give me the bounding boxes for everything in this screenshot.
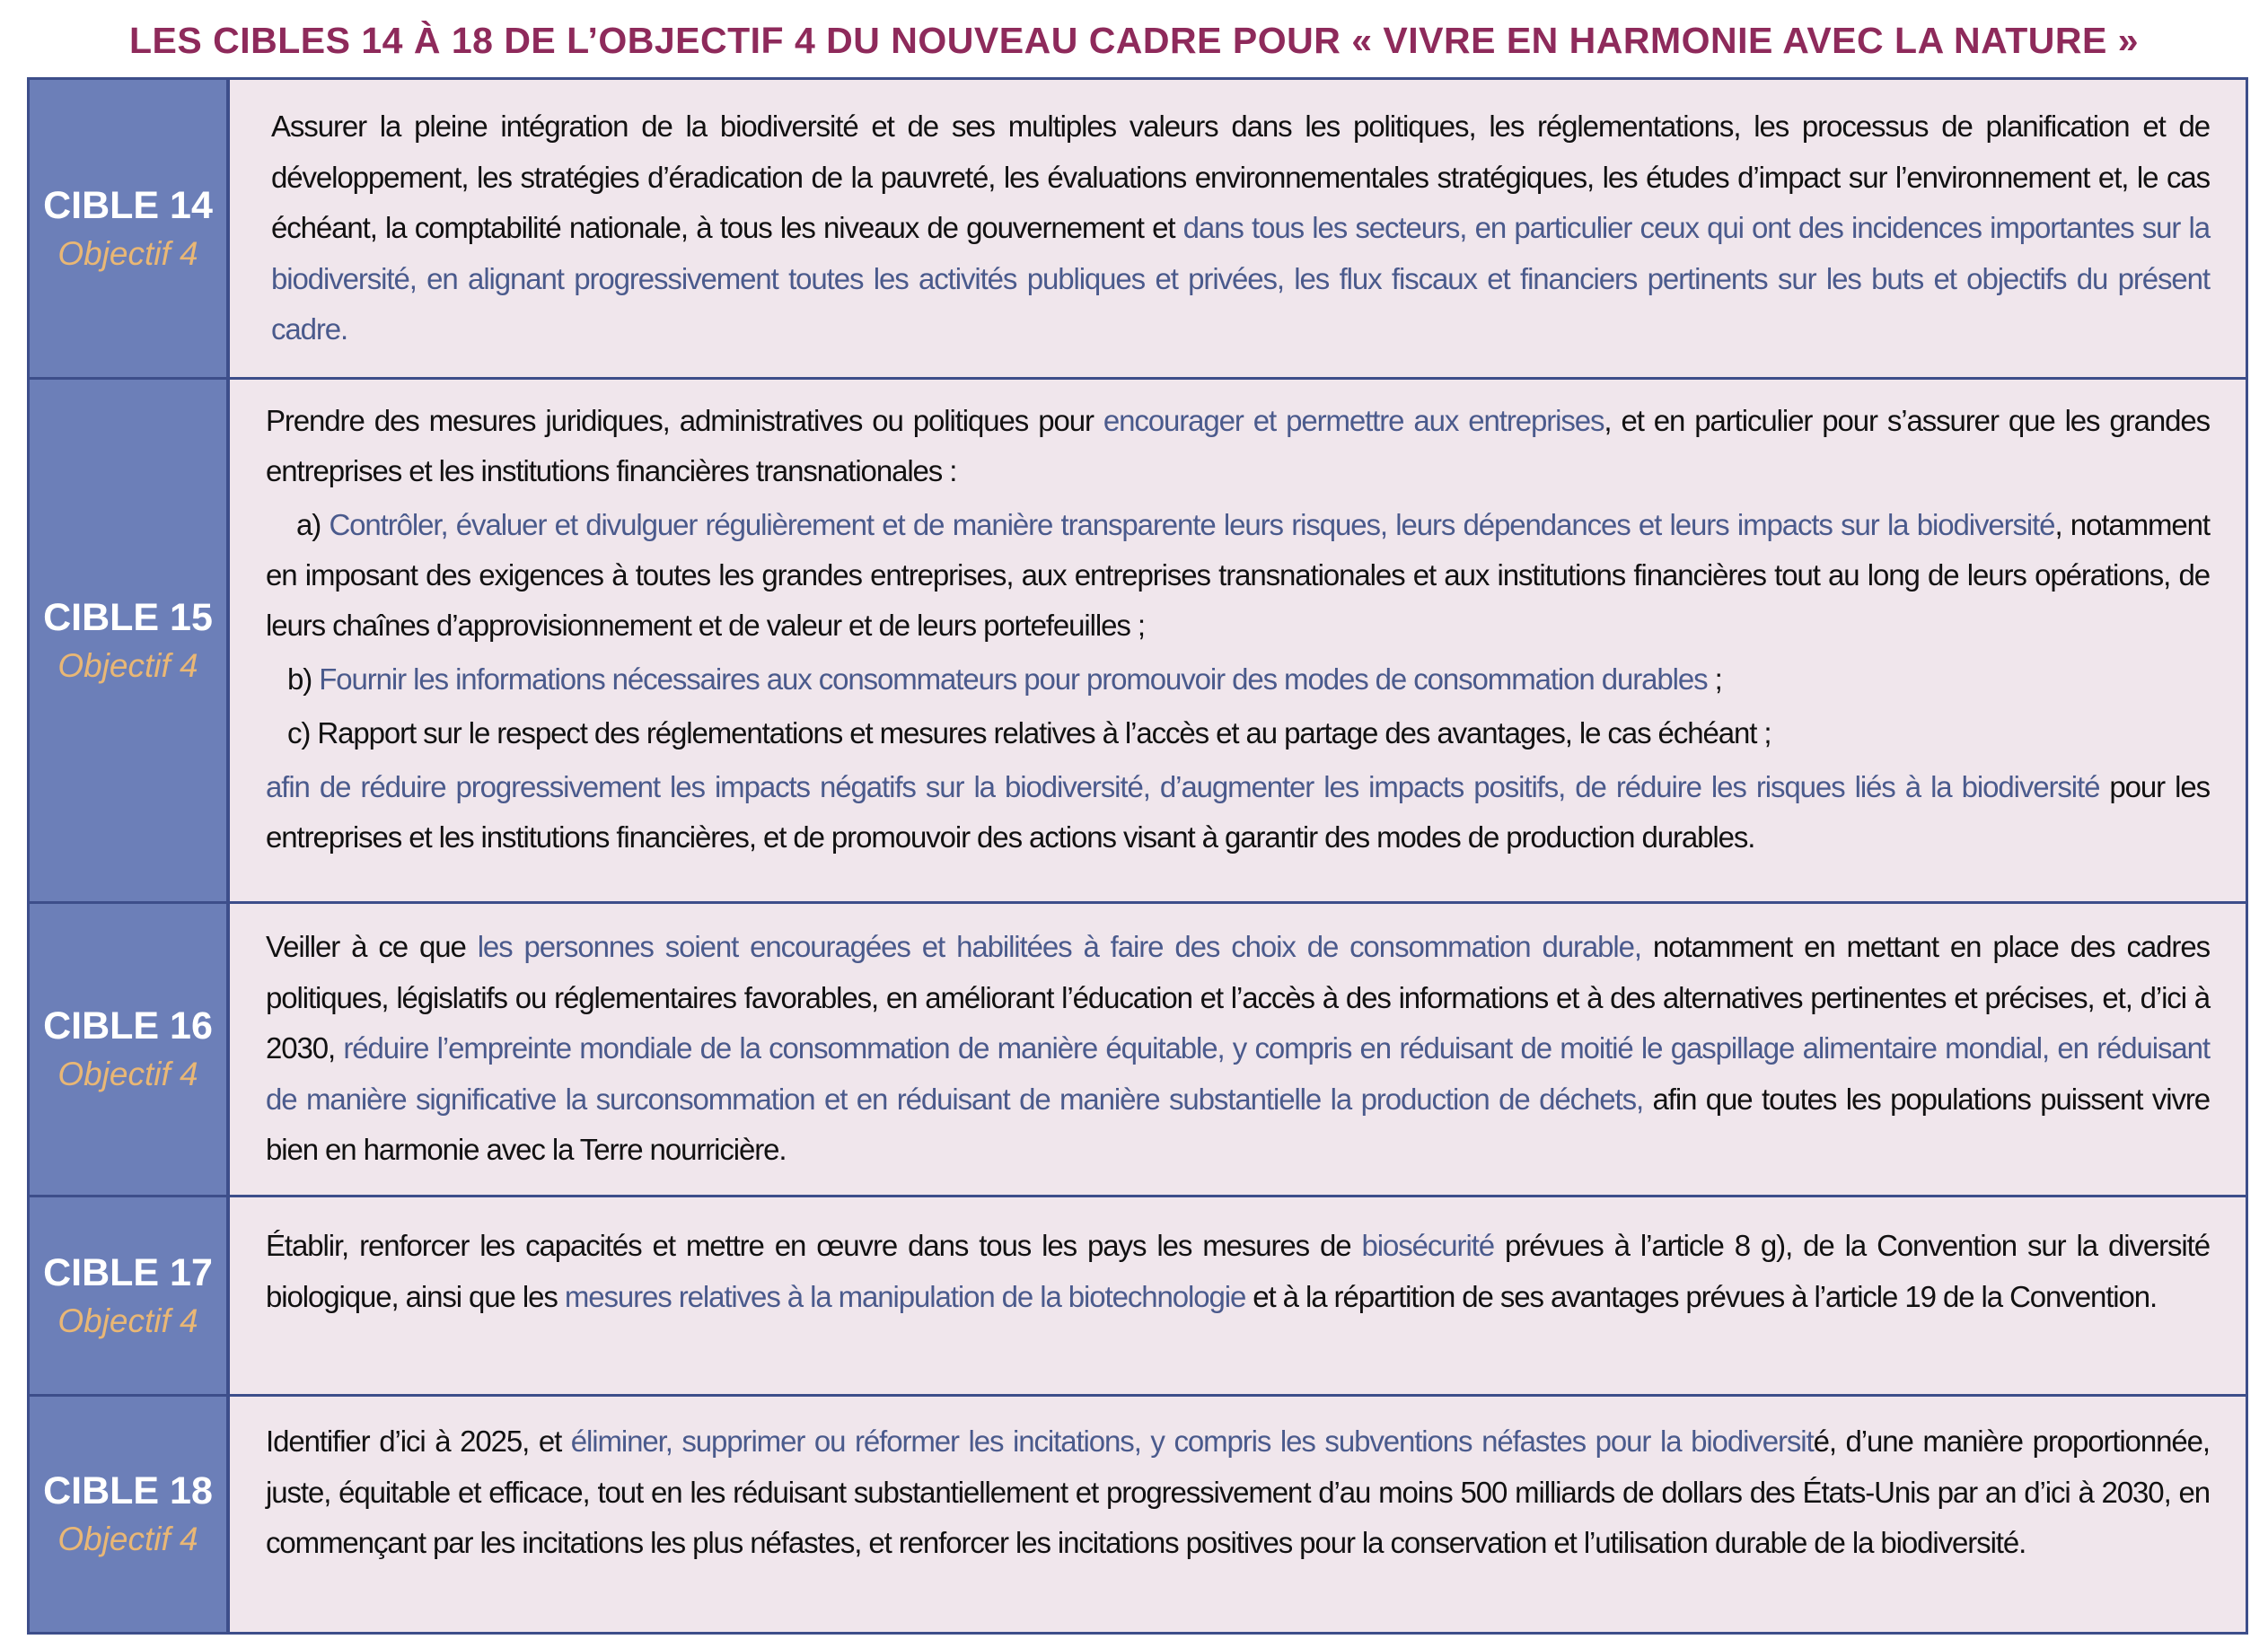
plain-text: , et en particulier pour s’assurer que les grandes entreprises et les institutions financières transnationales : (266, 404, 2210, 487)
plain-text: Établir, renforcer les capacités et mettre en œuvre dans tous les pays les mesures de (266, 1229, 1362, 1262)
highlighted-text: afin de réduire progressivement les impacts négatifs sur la biodiversité, d’augmenter les impacts positifs, de réduire les risques liés à la biodiversité (266, 770, 2100, 803)
plain-text: prévues à l’article 8 g), de la Convention sur la diversité biologique, ainsi que les (266, 1229, 2210, 1313)
plain-text: pour les entreprises et les institutions financières, et de promouvoir des actions visant à garantir des modes de production durables. (266, 770, 2210, 854)
target-outro (266, 762, 2210, 863)
target-description (230, 380, 2246, 901)
target-label-cell (30, 1197, 230, 1394)
highlighted-text: les personnes soient encouragées et habilitées à faire des choix de consommation durable, (477, 930, 1641, 963)
item-letter: b) (287, 662, 320, 696)
targets-table (27, 77, 2248, 1635)
target-description (230, 80, 2246, 377)
target-number: CIBLE 14 (43, 183, 213, 227)
highlighted-text: biosécurité (1361, 1229, 1495, 1262)
target-objective: Objectif 4 (57, 234, 198, 272)
target-paragraph (271, 101, 2210, 355)
target-label-cell (30, 1397, 230, 1632)
target-row-14 (30, 80, 2246, 380)
plain-text: afin que toutes les populations puissent vivre bien en harmonie avec la Terre nourricière. (266, 1082, 2211, 1166)
target-label-cell (30, 904, 230, 1195)
highlighted-text: réduire l’empreinte mondiale de la consommation de manière équitable, y compris en réduisant de moitié le gaspillage alimentaire mondial, en réduisant de manière significative la surconsommation et en réduisant de manière substantielle la production de déchets, (266, 1031, 2210, 1116)
target-row-15 (30, 380, 2246, 904)
item-letter: a) (296, 508, 330, 541)
plain-text: Veiller à ce que (266, 930, 478, 963)
target-number: CIBLE 16 (43, 1004, 213, 1048)
target-description (230, 1197, 2246, 1394)
target-row-17 (30, 1197, 2246, 1397)
target-paragraph (266, 1416, 2210, 1569)
target-paragraph (266, 1221, 2210, 1322)
plain-text: Prendre des mesures juridiques, administratives ou politiques pour (266, 404, 1103, 437)
plain-text: ; (1707, 662, 1722, 696)
plain-text: Assurer la pleine intégration de la biodiversité et de ses multiples valeurs dans les politiques, les réglementations, les processus de planification et de développement, les stratégies d’éradication de la pauvreté, les évaluations environnementales stratégiques, les études d’impact sur l’environnement et, le cas échéant, la comptabilité nationale, à tous les niveaux de gouvernement et (271, 110, 2210, 244)
plain-text: Identifier d’ici à 2025, et (266, 1424, 571, 1458)
plain-text: , notamment en imposant des exigences à toutes les grandes entreprises, aux entreprises transnationales et aux institutions financières tout au long de leurs opérations, de leurs chaînes d’approvisionnement et de valeur et de leurs portefeuilles ; (266, 508, 2210, 642)
target-number: CIBLE 15 (43, 595, 213, 639)
target-objective: Objectif 4 (57, 1302, 198, 1339)
highlighted-text: encourager et permettre aux entreprises (1103, 404, 1604, 437)
target-row-18 (30, 1397, 2246, 1635)
target-label-cell (30, 380, 230, 901)
target-description (230, 904, 2246, 1195)
target-intro (266, 396, 2210, 496)
plain-text: notamment en mettant en place des cadres politiques, législatifs ou réglementaires favorables, en améliorant l’éducation et l’accès à des informations et à des alternatives pertinentes et précises, et, d’ici à 2030, (266, 930, 2210, 1065)
highlighted-text: dans tous les secteurs, en particulier ceux qui ont des incidences importantes sur la biodiversité, en alignant progressivement toutes les activités publiques et privées, les flux fiscaux et financiers pertinents sur les buts et objectifs du présent cadre. (271, 211, 2210, 346)
highlighted-text: mesures relatives à la manipulation de la biotechnologie (564, 1279, 1246, 1313)
plain-text: é, d’une manière proportionnée, juste, équitable et efficace, tout en les réduisant substantiellement et progressivement d’au moins 500 milliards de dollars des États-Unis par an d’ici à 2030, en commençant par les incitations les plus néfastes, et renforcer les incitations positives pour la conservation et l’utilisation durable de la biodiversité. (266, 1424, 2210, 1559)
target-item-b (266, 654, 2210, 705)
target-row-16 (30, 904, 2246, 1197)
target-objective: Objectif 4 (57, 1521, 198, 1557)
highlighted-text: Fournir les informations nécessaires aux consommateurs pour promouvoir des modes de consommation durables (319, 662, 1708, 696)
page-title: LES CIBLES 14 À 18 DE L’OBJECTIF 4 DU NOUVEAU CADRE POUR « VIVRE EN HARMONIE AVEC LA NATURE » (128, 20, 2140, 61)
target-item-a (266, 500, 2210, 651)
target-item-c: c) Rapport sur le respect des réglementations et mesures relatives à l’accès et au partage des avantages, le cas échéant ; (287, 716, 1771, 749)
plain-text: et à la répartition de ses avantages prévues à l’article 19 de la Convention. (1245, 1279, 2158, 1313)
target-number: CIBLE 18 (43, 1469, 213, 1512)
target-number: CIBLE 17 (43, 1250, 213, 1294)
target-objective: Objectif 4 (57, 1056, 198, 1092)
target-label-cell (30, 80, 230, 377)
target-description (230, 1397, 2246, 1632)
highlighted-text: éliminer, supprimer ou réformer les incitations, y compris les subventions néfastes pour la biodiversit (570, 1424, 1814, 1458)
target-paragraph (266, 922, 2210, 1176)
target-objective: Objectif 4 (57, 646, 198, 684)
highlighted-text: Contrôler, évaluer et divulguer régulièrement et de manière transparente leurs risques, leurs dépendances et leurs impacts sur la biodiversité (329, 508, 2055, 541)
